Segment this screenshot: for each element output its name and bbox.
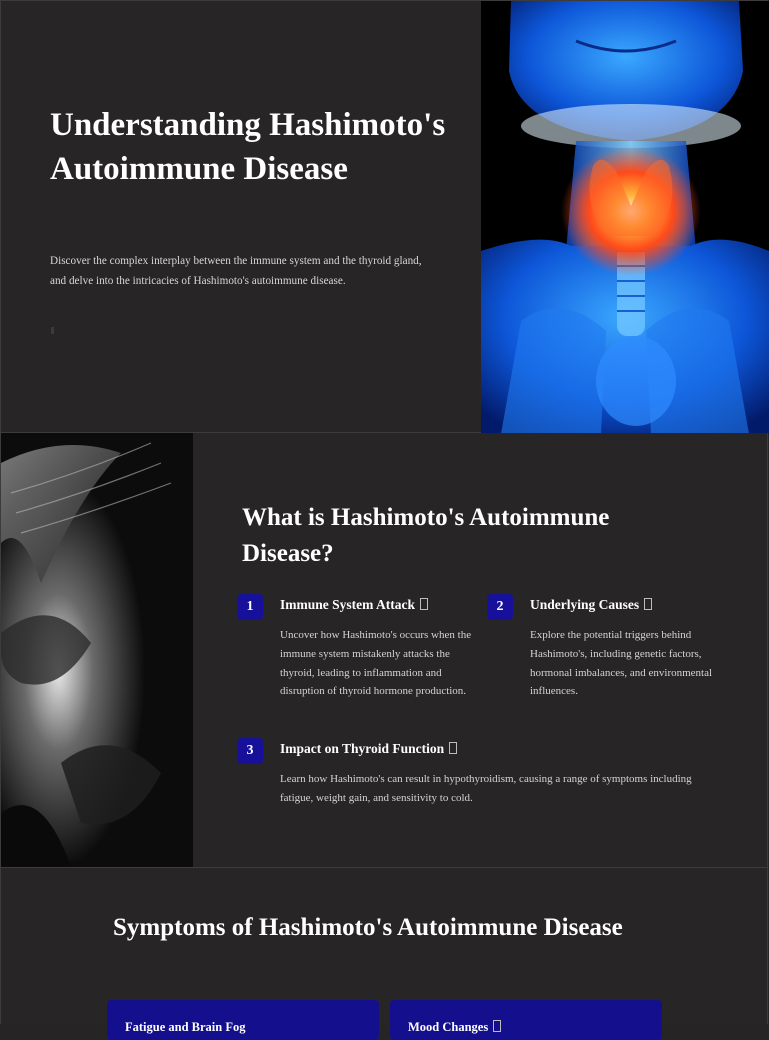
step-number-badge: 1 bbox=[237, 594, 263, 620]
missing-glyph-icon bbox=[420, 598, 428, 610]
symptoms-slide bbox=[0, 867, 768, 1034]
item-description: Learn how Hashimoto's can result in hypothyroidism, causing a range of symptoms including fatigue, weight gain, and sensitivity to cold. bbox=[280, 773, 692, 804]
what-is-slide bbox=[0, 433, 768, 867]
slide-marker bbox=[51, 327, 54, 334]
card-label: Fatigue and Brain Fog bbox=[125, 1020, 246, 1034]
symptom-card bbox=[107, 1000, 379, 1040]
item-title: Underlying Causes bbox=[530, 597, 652, 613]
section-title: Symptoms of Hashimoto's Autoimmune Disease bbox=[113, 914, 623, 941]
missing-glyph-icon bbox=[493, 1020, 501, 1032]
missing-glyph-icon bbox=[449, 742, 457, 754]
item-title: Impact on Thyroid Function bbox=[280, 741, 457, 757]
abstract-smoke-art-icon bbox=[1, 433, 193, 867]
item-description: Uncover how Hashimoto's occurs when the immune system mistakenly attacks the thyroid, leading to inflammation and disruption of thyroid hormone production. bbox=[280, 629, 472, 698]
card-label: Mood Changes bbox=[408, 1020, 489, 1034]
thyroid-illustration-icon bbox=[481, 1, 769, 434]
missing-glyph-icon bbox=[644, 598, 652, 610]
item-description: Explore the potential triggers behind Hashimoto's, including genetic factors, hormonal imbalances, and environmental influences. bbox=[530, 629, 713, 698]
step-number-badge: 3 bbox=[237, 738, 263, 764]
item-title: Immune System Attack bbox=[280, 597, 428, 613]
hero-slide bbox=[0, 0, 768, 433]
hero-title: Understanding Hashimoto's Autoimmune Disease bbox=[50, 107, 446, 187]
section-title: What is Hashimoto's Autoimmune Disease? bbox=[242, 504, 610, 567]
symptom-card bbox=[390, 1000, 662, 1040]
hero-description: Discover the complex interplay between the immune system and the thyroid gland, and delve into the intricacies of Hashimoto's autoimmune disease. bbox=[50, 255, 422, 287]
step-number-badge: 2 bbox=[487, 594, 513, 620]
